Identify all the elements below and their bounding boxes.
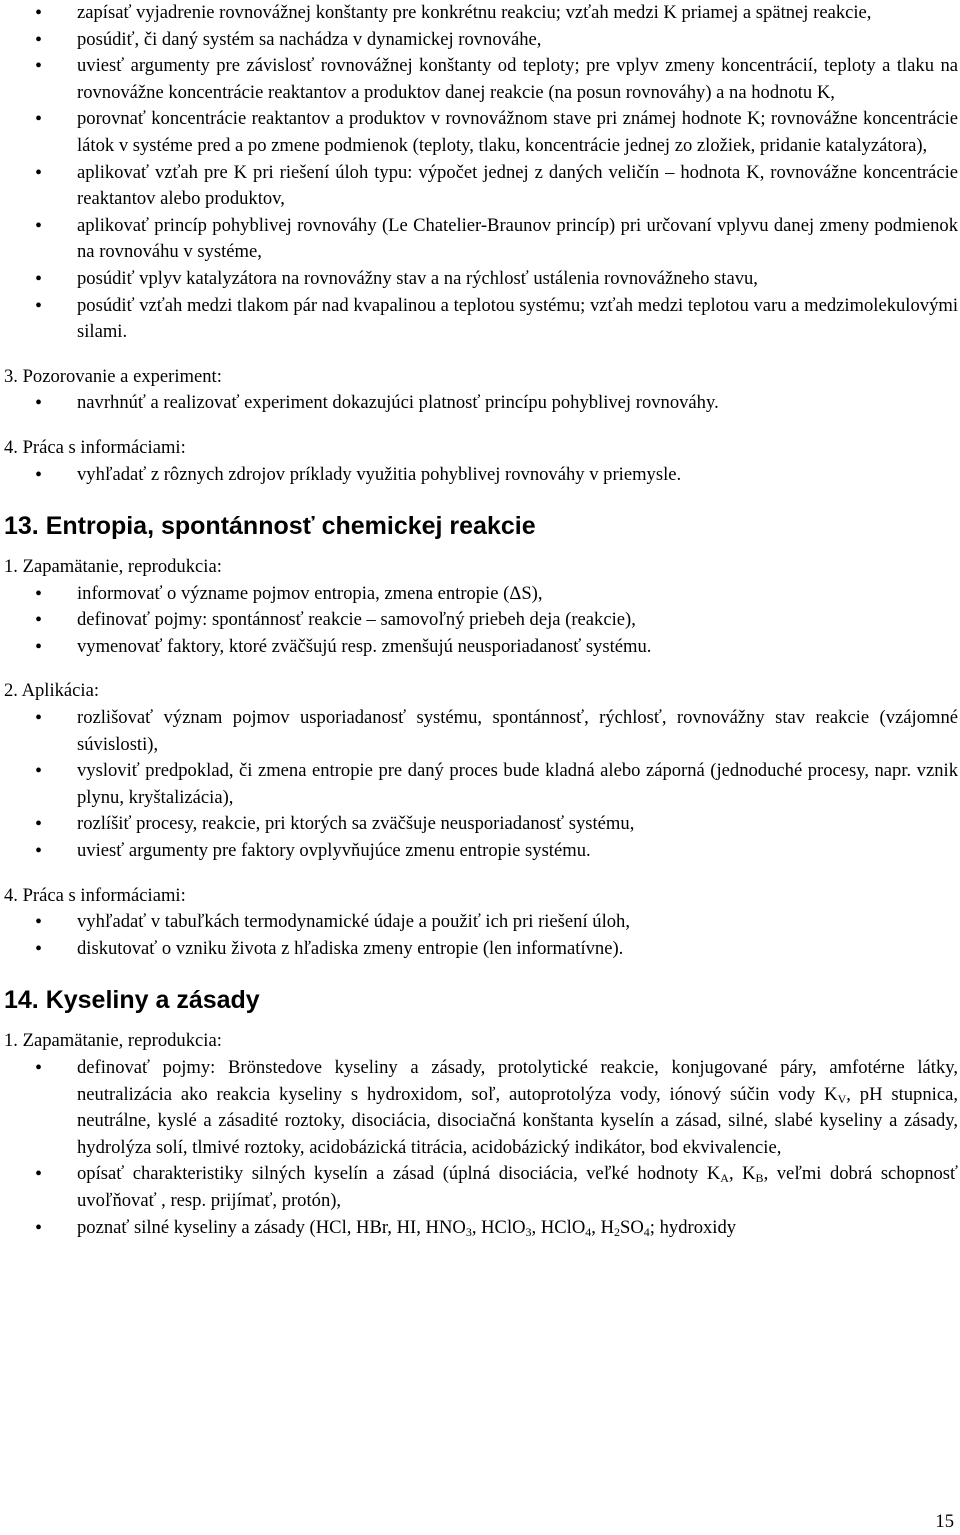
experiment-list [0, 390, 960, 417]
chapter-heading-14: 14. Kyseliny a zásady [4, 986, 260, 1015]
section-label: 3. Pozorovanie a experiment: [4, 365, 222, 387]
section-label: 4. Práca s informáciami: [4, 436, 186, 458]
list-item [0, 1161, 960, 1214]
list-item: • posúdiť vplyv katalyzátora na rovnovážny stav a na rýchlosť ustálenia rovnovážneho stavu, [0, 266, 960, 293]
text-run: , veľmi dobrá schopnosť uvoľňovať , resp. prijímať, protón), [77, 1163, 958, 1211]
text-run: , pH stupnica, neutrálne, kyslé a zásadité roztoky, disociácia, disociačná konštanta kyselín a zásad, silné, slabé kyseliny a zásady, hydrolýza solí, tlmivé roztoky, acidobázická titrácia, acidobázický indikátor, bod ekvivalencie, [77, 1083, 958, 1158]
section-label: 4. Práca s informáciami: [4, 884, 186, 906]
list-item: • rozlišovať význam pojmov usporiadanosť systému, spontánnosť, rýchlosť, rovnovážny stav reakcie (vzájomné súvislosti), [0, 705, 960, 758]
subscript: 4 [643, 1224, 650, 1239]
list-item: • posúdiť, či daný systém sa nachádza v dynamickej rovnováhe, [0, 27, 960, 54]
list-item: • vyhľadať z rôznych zdrojov príklady využitia pohyblivej rovnováhy v priemysle. [0, 462, 960, 489]
list-item: • posúdiť vzťah medzi tlakom pár nad kvapalinou a teplotou systému; vzťah medzi teplotou varu a medzimolekulovými silami. [0, 293, 960, 346]
subscript: 3 [525, 1224, 532, 1239]
text-run: , K [728, 1163, 756, 1185]
section-label: 1. Zapamätanie, reprodukcia: [4, 1030, 222, 1052]
section-label: 1. Zapamätanie, reprodukcia: [4, 556, 222, 578]
list-item: • vymenovať faktory, ktoré zväčšujú resp. zmenšujú neusporiadanosť systému. [0, 634, 960, 661]
text-run: opísať charakteristiky silných kyselín a zásad (úplná disociácia, veľké hodnoty K [77, 1163, 721, 1185]
list-item [0, 1055, 960, 1161]
text-run: poznať silné kyseliny a zásady (HCl, HBr, HI, HNO [77, 1216, 466, 1238]
list-item: • uviesť argumenty pre faktory ovplyvňujúce zmenu entropie systému. [0, 838, 960, 865]
information-list [0, 909, 960, 962]
subscript: 3 [465, 1224, 472, 1239]
subscript: V [837, 1091, 847, 1106]
page-number: 15 [935, 1511, 954, 1532]
application-list [0, 705, 960, 865]
information-list [0, 462, 960, 489]
section-label: 2. Aplikácia: [4, 680, 100, 702]
list-item [0, 1215, 960, 1242]
text-run: , HClO [531, 1216, 586, 1238]
text-run: SO [620, 1216, 644, 1238]
list-item: • diskutovať o vzniku života z hľadiska zmeny entropie (len informatívne). [0, 936, 960, 963]
text-run: , HClO [471, 1216, 526, 1238]
list-item: • zapísať vyjadrenie rovnovážnej konštanty pre konkrétnu reakciu; vzťah medzi K priamej a spätnej reakcie, [0, 0, 960, 27]
list-item: • aplikovať vzťah pre K pri riešení úloh typu: výpočet jednej z daných veličín – hodnota K, rovnovážne koncentrácie reaktantov alebo produktov, [0, 160, 960, 213]
list-item: • porovnať koncentrácie reaktantov a produktov v rovnovážnom stave pri známej hodnote K; rovnovážne koncentrácie látok v systéme pred a po zmene podmienok (teploty, tlaku, koncentrácie jednej zo zložiek, pridanie katalyzátora), [0, 106, 960, 159]
text-run: definovať pojmy: Brönstedove kyseliny a zásady, protolytické reakcie, konjugované páry, amfotérne látky, neutralizácia ako reakcia kyseliny s hydroxidom, soľ, autoprotolýza vody, iónový súčin vody K [77, 1057, 958, 1105]
recall-list [0, 581, 960, 661]
subscript: 2 [614, 1224, 621, 1239]
list-item: • definovať pojmy: spontánnosť reakcie – samovoľný priebeh deja (reakcie), [0, 607, 960, 634]
list-item: • aplikovať princíp pohyblivej rovnováhy (Le Chatelier-Braunov princíp) pri určovaní vplyvu danej zmeny podmienok na rovnováhu v systéme, [0, 213, 960, 266]
list-item: • uviesť argumenty pre závislosť rovnovážnej konštanty od teploty; pre vplyv zmeny koncentrácií, teploty a tlaku na rovnovážne koncentrácie reaktantov a produktov danej reakcie (na posun rovnováhy) a na hodnotu K, [0, 53, 960, 106]
list-item: • rozlíšiť procesy, reakcie, pri ktorých sa zväčšuje neusporiadanosť systému, [0, 811, 960, 838]
list-item: • navrhnúť a realizovať experiment dokazujúci platnosť princípu pohyblivej rovnováhy. [0, 390, 960, 417]
subscript: B [755, 1171, 764, 1186]
list-item: • vysloviť predpoklad, či zmena entropie pre daný proces bude kladná alebo záporná (jednoduché procesy, napr. vznik plynu, kryštalizácia), [0, 758, 960, 811]
subscript: 4 [585, 1224, 592, 1239]
acids-bases-list [0, 1055, 960, 1241]
text-run: ; hydroxidy [649, 1216, 737, 1238]
list-item: • informovať o význame pojmov entropia, zmena entropie (ΔS), [0, 581, 960, 608]
list-item: • vyhľadať v tabuľkách termodynamické údaje a použiť ich pri riešení úloh, [0, 909, 960, 936]
equilibrium-list [0, 0, 960, 346]
text-run: , H [591, 1216, 615, 1238]
subscript: A [720, 1171, 729, 1186]
chapter-heading-13: 13. Entropia, spontánnosť chemickej reakcie [4, 512, 536, 541]
